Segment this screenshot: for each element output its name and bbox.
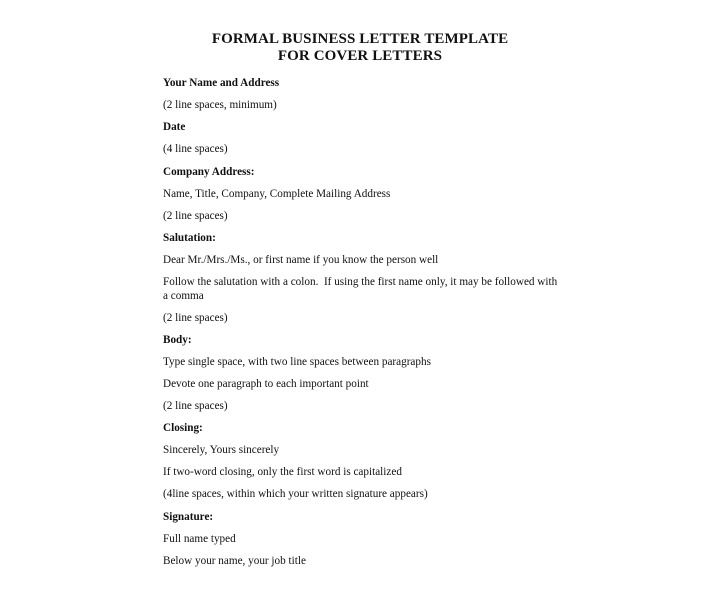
your-name-address-heading: Your Name and Address [163, 77, 280, 89]
line-spacing-note-2: (2 line spaces) [163, 210, 228, 222]
signature-full-name: Full name typed [163, 533, 236, 545]
salutation-example: Dear Mr./Mrs./Ms., or first name if you know the person well [163, 254, 439, 266]
line-spacing-note-2: (2 line spaces) [163, 400, 228, 412]
signature-job-title: Below your name, your job title [163, 555, 306, 567]
signature-spacing-note: (4line spaces, within which your written signature appears) [163, 488, 428, 500]
line-spacing-note-4: (4 line spaces) [163, 143, 228, 155]
company-address-heading: Company Address: [163, 166, 255, 178]
body-heading: Body: [163, 334, 192, 346]
signature-heading: Signature: [163, 511, 214, 523]
company-address-text: Name, Title, Company, Complete Mailing Address [163, 188, 391, 200]
closing-instruction: If two-word closing, only the first word is capitalized [163, 466, 402, 478]
document-title-line-1: FORMAL BUSINESS LETTER TEMPLATE [211, 31, 509, 47]
body-instruction-spacing: Type single space, with two line spaces between paragraphs [163, 356, 431, 368]
line-spacing-note-2-min: (2 line spaces, minimum) [163, 99, 277, 111]
salutation-heading: Salutation: [163, 232, 216, 244]
date-heading: Date [163, 121, 186, 133]
body-instruction-paragraph: Devote one paragraph to each important point [163, 378, 369, 390]
closing-example: Sincerely, Yours sincerely [163, 444, 280, 456]
document-title-line-2: FOR COVER LETTERS [277, 48, 443, 64]
closing-heading: Closing: [163, 422, 203, 434]
salutation-instruction: Follow the salutation with a colon. If using the first name only, it may be followed with a comma [163, 276, 560, 302]
line-spacing-note-2: (2 line spaces) [163, 312, 228, 324]
